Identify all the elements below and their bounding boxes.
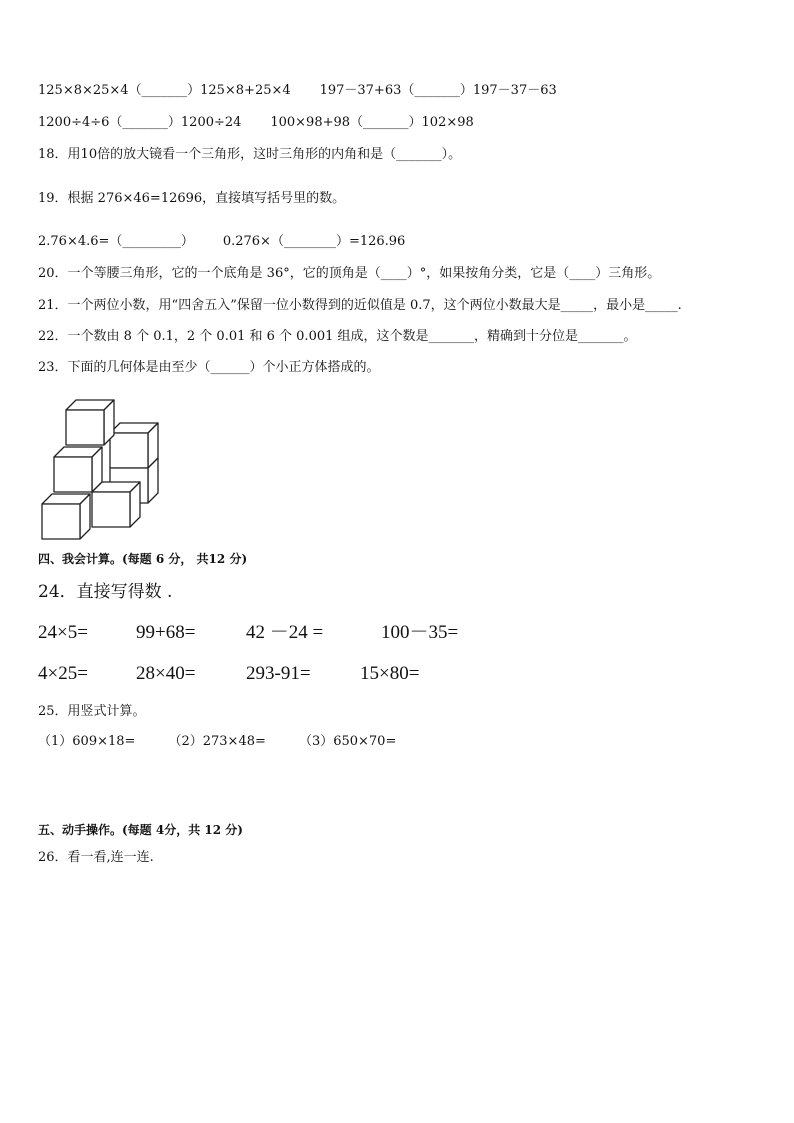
calc-item: 24×5= bbox=[38, 622, 88, 643]
section-5-heading: 五、动手操作。(每题 4分，共 12 分) bbox=[38, 823, 243, 837]
compare-row-1: 125×8×25×4（_______）125×8+25×4 197－37+63（_______）197－37－63 bbox=[38, 83, 557, 98]
calc-item: 100－35= bbox=[381, 622, 459, 643]
compare-row-2: 1200÷4÷6（_______）1200÷24 100×98+98（_______）102×98 bbox=[38, 115, 474, 130]
cube bbox=[42, 494, 90, 539]
cube bbox=[66, 400, 114, 445]
question-19: 19．根据 276×46=12696，直接填写括号里的数。 bbox=[38, 191, 346, 206]
cube bbox=[92, 482, 140, 527]
section-4-heading: 四、我会计算。(每题 6 分， 共12 分) bbox=[38, 552, 248, 566]
question-22: 22．一个数由 8 个 0.1，2 个 0.01 和 6 个 0.001 组成，这个数是_______，精确到十分位是_______。 bbox=[38, 329, 637, 344]
calc-item: 15×80= bbox=[360, 663, 420, 684]
question-20: 20．一个等腰三角形，它的一个底角是 36°，它的顶角是（____）°，如果按角分类，它是（____）三角形。 bbox=[38, 266, 661, 281]
question-19-blanks: 2.76×4.6=（_________） 0.276×（________）=126.96 bbox=[38, 234, 406, 249]
question-23: 23．下面的几何体是由至少（______）个小正方体搭成的。 bbox=[38, 360, 380, 375]
question-26: 26．看一看,连一连. bbox=[38, 850, 154, 865]
question-18: 18．用10倍的放大镜看一个三角形，这时三角形的内角和是（_______）。 bbox=[38, 147, 462, 162]
question-21: 21．一个两位小数，用“四舍五入”保留一位小数得到的近似值是 0.7，这个两位小数最大是_____，最小是_____. bbox=[38, 298, 682, 313]
question-25-title: 25．用竖式计算。 bbox=[38, 704, 146, 719]
calc-item: 28×40= bbox=[136, 663, 196, 684]
calc-item: 99+68= bbox=[136, 622, 196, 643]
cube-stack-figure bbox=[38, 396, 163, 541]
calc-item: 293-91= bbox=[246, 663, 311, 684]
cube bbox=[110, 423, 158, 468]
calc-item: 42 －24 = bbox=[246, 622, 324, 643]
question-24-title: 24．直接写得数 . bbox=[38, 582, 173, 602]
cube bbox=[54, 447, 102, 492]
question-25-items: （1）609×18= （2）273×48= （3）650×70= bbox=[38, 734, 397, 749]
calc-item: 4×25= bbox=[38, 663, 88, 684]
